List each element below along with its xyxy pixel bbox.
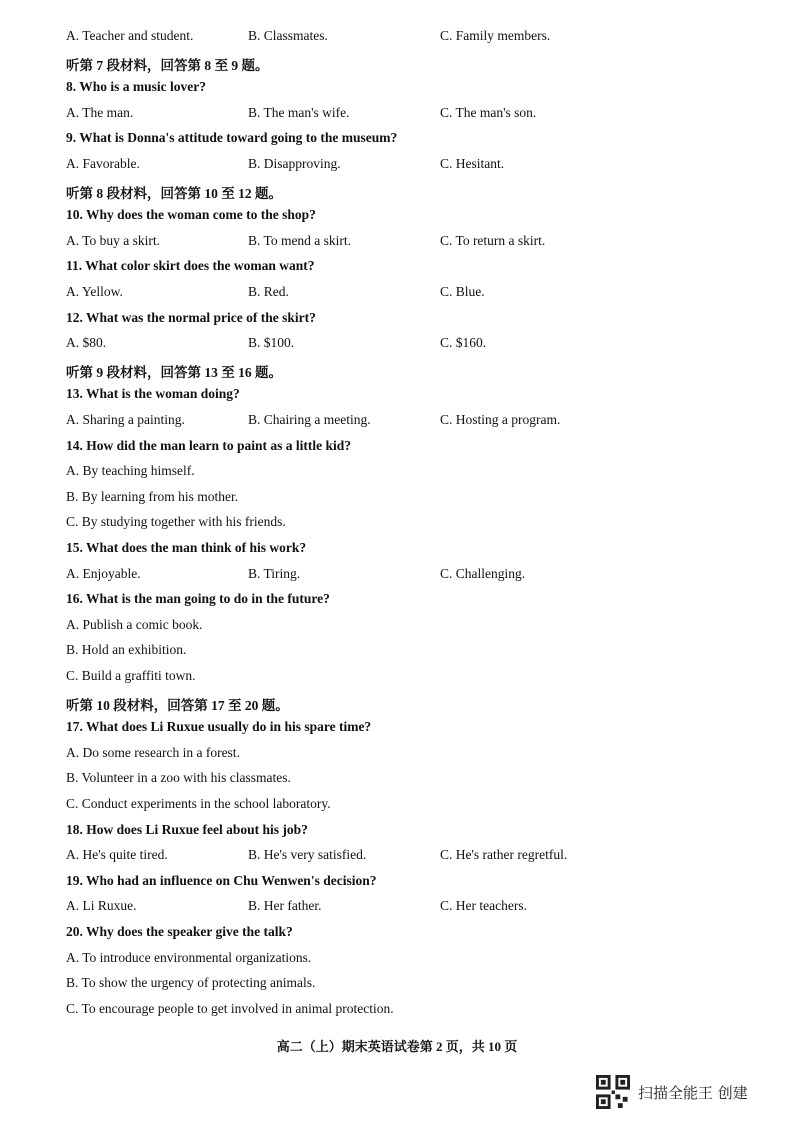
option-a: A. Teacher and student. — [66, 28, 194, 43]
option-line: C. Build a graffiti town. — [66, 668, 196, 683]
option-b: B. Disapproving. — [248, 156, 341, 171]
option-line: A. To introduce environmental organizations. — [66, 949, 312, 965]
question: 10. Why does the woman come to the shop? — [66, 207, 316, 223]
question: 19. Who had an influence on Chu Wenwen's decision? — [66, 872, 377, 888]
option-b: B. To mend a skirt. — [248, 232, 352, 248]
option-a: A. Yellow. — [66, 284, 123, 299]
option-b: B. The man's wife. — [248, 104, 350, 120]
page-footer: 高二（上）期末英语试卷第 2 页，共 10 页 — [276, 1039, 518, 1054]
option-b: B. Chairing a meeting. — [248, 412, 371, 427]
question: 16. What is the man going to do in the future? — [66, 591, 330, 607]
option-line: B. Volunteer in a zoo with his classmates. — [66, 770, 291, 786]
question: 20. Why does the speaker give the talk? — [66, 924, 293, 939]
option-a: A. To buy a skirt. — [66, 232, 161, 248]
qr-code-icon — [596, 1075, 630, 1109]
option-c: C. Hosting a program. — [440, 412, 561, 427]
section-heading: 听第 9 段材料，回答第 13 至 16 题。 — [66, 364, 282, 380]
option-line: A. By teaching himself. — [66, 463, 195, 479]
question: 14. How did the man learn to paint as a little kid? — [66, 437, 352, 453]
option-c: C. $160. — [440, 335, 487, 351]
option-b: B. $100. — [248, 335, 295, 351]
option-b: B. Red. — [248, 284, 289, 299]
option-c: C. Family members. — [440, 28, 551, 43]
option-c: C. To return a skirt. — [440, 232, 546, 248]
question: 13. What is the woman doing? — [66, 386, 240, 402]
option-a: A. Favorable. — [66, 156, 140, 171]
option-line: B. By learning from his mother. — [66, 488, 239, 504]
option-line: C. By studying together with his friends. — [66, 514, 286, 530]
option-a: A. $80. — [66, 335, 107, 351]
option-b: B. Classmates. — [248, 28, 328, 43]
question: 15. What does the man think of his work? — [66, 540, 307, 555]
option-c: C. Challenging. — [440, 565, 526, 581]
section-heading: 听第 7 段材料，回答第 8 至 9 题。 — [66, 57, 269, 73]
option-c: C. Hesitant. — [440, 156, 505, 171]
option-c: C. The man's son. — [440, 104, 537, 120]
stamp-label: 扫描全能王 创建 — [638, 1083, 748, 1102]
option-a: A. Enjoyable. — [66, 565, 141, 581]
option-a: A. Li Ruxue. — [66, 898, 137, 914]
option-c: C. Blue. — [440, 284, 485, 299]
option-c: C. He's rather regretful. — [440, 847, 568, 863]
option-a: A. The man. — [66, 104, 134, 120]
option-line: B. Hold an exhibition. — [66, 642, 187, 658]
question: 11. What color skirt does the woman want? — [66, 258, 315, 274]
option-b: B. He's very satisfied. — [248, 847, 367, 863]
section-heading: 听第 8 段材料，回答第 10 至 12 题。 — [66, 185, 282, 201]
option-line: A. Do some research in a forest. — [66, 744, 240, 760]
section-heading: 听第 10 段材料，回答第 17 至 20 题。 — [66, 697, 289, 713]
scanner-stamp — [596, 1075, 748, 1109]
question: 17. What does Li Ruxue usually do in his spare time? — [66, 719, 372, 735]
option-a: A. He's quite tired. — [66, 847, 168, 863]
question: 12. What was the normal price of the skirt? — [66, 309, 316, 325]
option-a: A. Sharing a painting. — [66, 412, 185, 427]
option-b: B. Tiring. — [248, 565, 301, 581]
option-b: B. Her father. — [248, 898, 322, 914]
option-line: B. To show the urgency of protecting animals. — [66, 975, 316, 991]
question: 9. What is Donna's attitude toward going to the museum? — [66, 130, 398, 146]
question: 8. Who is a music lover? — [66, 79, 207, 95]
option-line: A. Publish a comic book. — [66, 616, 203, 632]
option-line: C. Conduct experiments in the school laboratory. — [66, 796, 331, 811]
option-line: C. To encourage people to get involved in animal protection. — [66, 1000, 394, 1016]
option-c: C. Her teachers. — [440, 898, 527, 914]
question: 18. How does Li Ruxue feel about his job? — [66, 821, 308, 837]
